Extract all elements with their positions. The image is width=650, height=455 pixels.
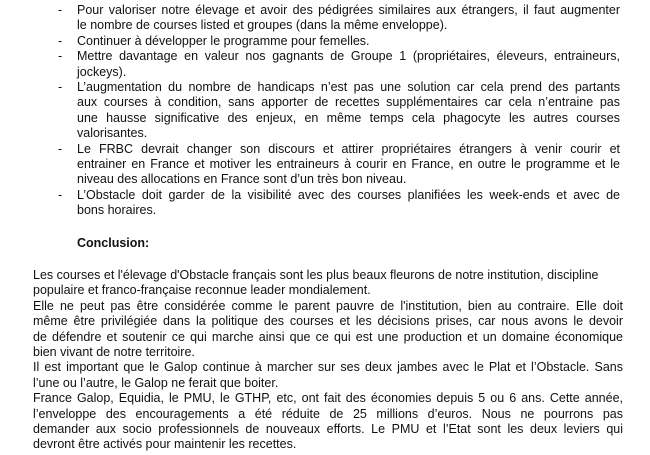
conclusion-heading: Conclusion: [77,236,150,250]
bullet-dash: - [58,33,63,48]
bullet-line: Pour valoriser notre élevage et avoir des pédigrées similaires aux étrangers, il faut augmenter [77,3,620,17]
bullet-list [0,3,650,219]
bullet-line: entrainer en France et motiver les entraineurs à courir en France, en outre le programme et le [77,157,620,172]
bullet-item [0,188,650,219]
bullet-item [0,49,650,80]
bullet-line: Mettre davantage en valeur nos gagnants de Groupe 1 (propriétaires, éleveurs, entraineurs, [77,49,620,64]
conclusion-body [33,268,623,453]
bullet-dash: - [58,187,63,202]
conclusion-line: de défendre et soutenir ce qui marche ainsi que ce qui est une production et un domaine économique [33,329,623,344]
bullet-line: Le FRBC devrait changer son discours et attirer propriétaires étrangers à venir courir et [77,141,620,156]
conclusion-line: bien vivant de notre territoire. [33,345,195,360]
bullet-item [0,3,650,34]
bullet-line: une hausse significative des enjeux, en même temps cela phagocyte les autres courses [77,110,620,125]
conclusion-line: Il est important que le Galop continue à marcher sur ses deux jambes avec le Plat et l’Obstacle. Sans [33,360,623,375]
conclusion-line: l’enveloppe des encouragements a été réduite de 25 millions d’euros. Nous ne pourrons pas [33,406,623,421]
bullet-item [0,142,650,188]
conclusion-line: France Galop, Equidia, le PMU, le GTHP, etc, ont fait des économies depuis 5 ou 6 ans. Cette année, [33,391,623,406]
bullet-item [0,80,650,142]
bullet-line: Continuer à développer le programme pour femelles. [77,33,370,48]
bullet-dash: - [58,49,63,64]
bullet-dash: - [58,80,63,95]
bullet-line: bons horaires. [77,203,157,218]
bullet-line: L’augmentation du nombre de handicaps n’est pas une solution car cela prend des partants [77,80,620,95]
conclusion-line: l’une ou l’autre, le Galop ne ferait que boiter. [33,375,279,390]
bullet-line: jockeys). [77,64,127,79]
conclusion-line: populaire et franco-française reconnue leader mondialement. [33,283,371,298]
conclusion-line: demander aux socio professionnels de nouveaux efforts. Le PMU et l’Etat sont les deux leviers qui [33,422,623,437]
conclusion-line: Elle ne peut pas être considérée comme le parent pauvre de l'institution, bien au contraire. Elle doit [33,298,623,313]
conclusion-line: devront être activés pour maintenir les recettes. [33,437,297,452]
bullet-line: niveau des allocations en France sont d’un très bon niveau. [77,172,407,187]
bullet-dash: - [58,3,63,17]
bullet-item [0,34,650,49]
bullet-line: valorisantes. [77,126,148,141]
bullet-line: aux courses à condition, sans apporter de recettes supplémentaires car cela n’entraine pas [77,95,620,110]
bullet-dash: - [58,141,63,156]
conclusion-line: même être privilégiée dans la politique des courses et les décisions prises, car nous avons le devoir [33,314,623,329]
bullet-line: le nombre de courses listed et groupes (dans la même enveloppe). [77,18,448,33]
conclusion-line: Les courses et l'élevage d'Obstacle français sont les plus beaux fleurons de notre institution, discipline [33,268,599,282]
bullet-line: L’Obstacle doit garder de la visibilité avec des courses planifiées les week-ends et avec de [77,187,620,202]
